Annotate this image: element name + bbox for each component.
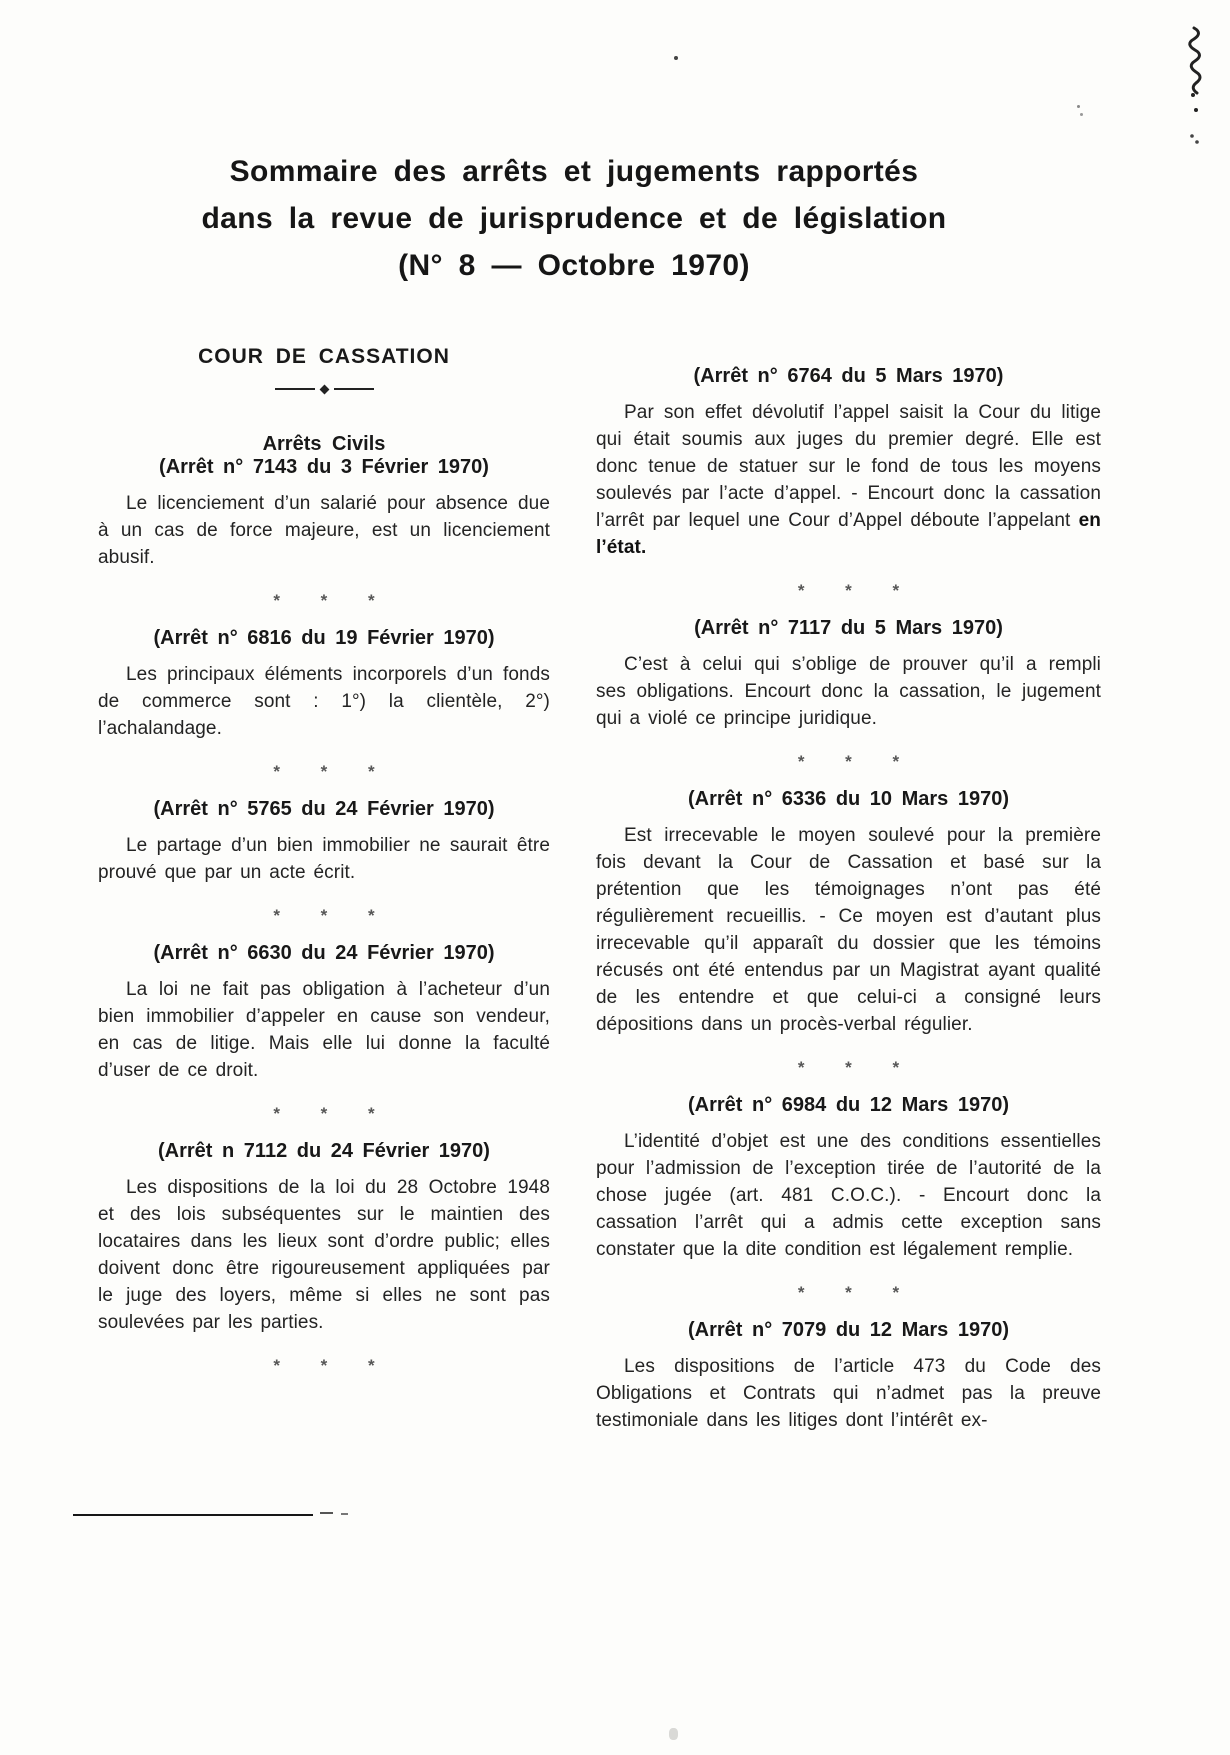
section-separator: * * * xyxy=(797,581,900,600)
arret-heading: (Arrêt n° 6984 du 12 Mars 1970) xyxy=(687,1094,1010,1116)
footer-rule-dash xyxy=(320,1512,333,1514)
ornament-line xyxy=(334,388,374,390)
arret-section xyxy=(596,617,1101,732)
subsection-title: Arrêts Civils xyxy=(262,433,386,455)
footer-rule xyxy=(73,1514,313,1516)
arret-body: C’est à celui qui s’oblige de prouver qu’il a rempli ses obligations. Encourt donc la cassation, le jugement qui a violé ce principe juridique. xyxy=(596,654,1101,729)
arret-body: Les dispositions de l’article 473 du Code des Obligations et Contrats qui n’admet pas la preuve testimoniale dans les litiges dont l’intérêt ex- xyxy=(596,1356,1101,1431)
arret-body: Le partage d’un bien immobilier ne saurait être prouvé que par un acte écrit. xyxy=(98,835,550,883)
section-separator: * * * xyxy=(273,762,375,781)
arret-section xyxy=(596,788,1101,1038)
scan-artifact-smudge xyxy=(669,1728,678,1740)
arret-section xyxy=(98,1140,550,1336)
arret-body xyxy=(596,399,1101,561)
arret-section xyxy=(98,942,550,1084)
arret-section xyxy=(596,1319,1101,1434)
section-separator: * * * xyxy=(273,1104,375,1123)
court-header: COUR DE CASSATION xyxy=(198,345,450,368)
divider-ornament xyxy=(98,385,550,393)
section-separator: * * * xyxy=(797,1283,900,1302)
arret-section xyxy=(596,365,1101,561)
arret-heading: (Arrêt n° 7117 du 5 Mars 1970) xyxy=(694,617,1003,639)
arret-section xyxy=(596,1094,1101,1263)
arret-section xyxy=(98,627,550,742)
arret-heading: (Arrêt n 7112 du 24 Février 1970) xyxy=(158,1140,490,1162)
title-line-3: (N° 8 — Octobre 1970) xyxy=(398,249,750,282)
arret-heading: (Arrêt n° 7079 du 12 Mars 1970) xyxy=(687,1319,1010,1341)
arret-body: L’identité d’objet est une des conditions essentielles pour l’admission de l’exception tirée de l’autorité de la chose jugée (art. 481 C.O.C.). - Encourt donc la cassation l’arrêt qui a admis cette exception sans constater que la dite condition est légalement remplie. xyxy=(596,1131,1101,1260)
scan-artifact-dot xyxy=(674,56,678,60)
arret-body-text: Par son effet dévolutif l’appel saisit la Cour du litige qui était soumis aux juges du premier degré. Elle est donc tenue de statuer sur le fond de tous les moyens soulevés par l’acte d’appel. - Encourt donc la cassation l’arrêt par lequel une Cour d’Appel déboute l’appelant xyxy=(596,402,1101,531)
footer-rule-dash xyxy=(341,1513,348,1515)
arret-body: Est irrecevable le moyen soulevé pour la première fois devant la Cour de Cassation et basé sur la prétention que les témoignages n’ont pas été régulièrement recueillis. - Ce moyen est d’autant plus irrecevable qu’il apparaît du dossier que les témoins récusés ont été entendus par un Magistrat ayant qualité de les entendre et que celui-ci a consigné leurs dépositions dans un procès-verbal régulier. xyxy=(596,825,1101,1035)
title-line-1: Sommaire des arrêts et jugements rapportés xyxy=(229,155,919,188)
arret-heading: (Arrêt n° 6816 du 19 Février 1970) xyxy=(153,627,495,649)
arret-heading: (Arrêt n° 6764 du 5 Mars 1970) xyxy=(693,365,1004,387)
arret-heading: (Arrêt n° 6630 du 24 Février 1970) xyxy=(153,942,495,964)
section-separator: * * * xyxy=(273,591,375,610)
arret-body-bold: en l’état. xyxy=(596,510,1101,558)
arret-body: Les dispositions de la loi du 28 Octobre 1948 et des lois subséquentes sur le maintien des locataires dans les lieux sont d’ordre public; elles doivent donc être rigoureusement appliquées par le juge des loyers, même si elles ne sont pas soulevées par les parties. xyxy=(98,1177,550,1333)
arret-body: La loi ne fait pas obligation à l’acheteur d’un bien immobilier d’appeler en cause son vendeur, en cas de litige. Mais elle lui donne la faculté d’user de ce droit. xyxy=(98,979,550,1081)
diamond-icon xyxy=(319,384,329,394)
document-title xyxy=(0,148,1148,289)
right-column xyxy=(596,345,1101,1434)
section-separator: * * * xyxy=(797,752,900,771)
two-column-body xyxy=(98,345,1110,1434)
section-separator: * * * xyxy=(273,1356,375,1375)
arret-body: Le licenciement d’un salarié pour absence due à un cas de force majeure, est un licenciement abusif. xyxy=(98,493,550,568)
title-line-2: dans la revue de jurisprudence et de législation xyxy=(201,202,947,235)
section-separator: * * * xyxy=(797,1058,900,1077)
arret-section xyxy=(98,456,550,571)
arret-heading: (Arrêt n° 6336 du 10 Mars 1970) xyxy=(687,788,1010,810)
arret-body: Les principaux éléments incorporels d’un fonds de commerce sont : 1°) la clientèle, 2°) l’achalandage. xyxy=(98,664,550,739)
left-column xyxy=(98,345,550,1392)
scan-artifact-binding-squiggle xyxy=(1180,22,1208,172)
arret-heading: (Arrêt n° 5765 du 24 Février 1970) xyxy=(153,798,495,820)
arret-section xyxy=(98,798,550,886)
section-separator: * * * xyxy=(273,906,375,925)
ornament-line xyxy=(275,388,315,390)
arret-heading: (Arrêt n° 7143 du 3 Février 1970) xyxy=(159,456,489,478)
